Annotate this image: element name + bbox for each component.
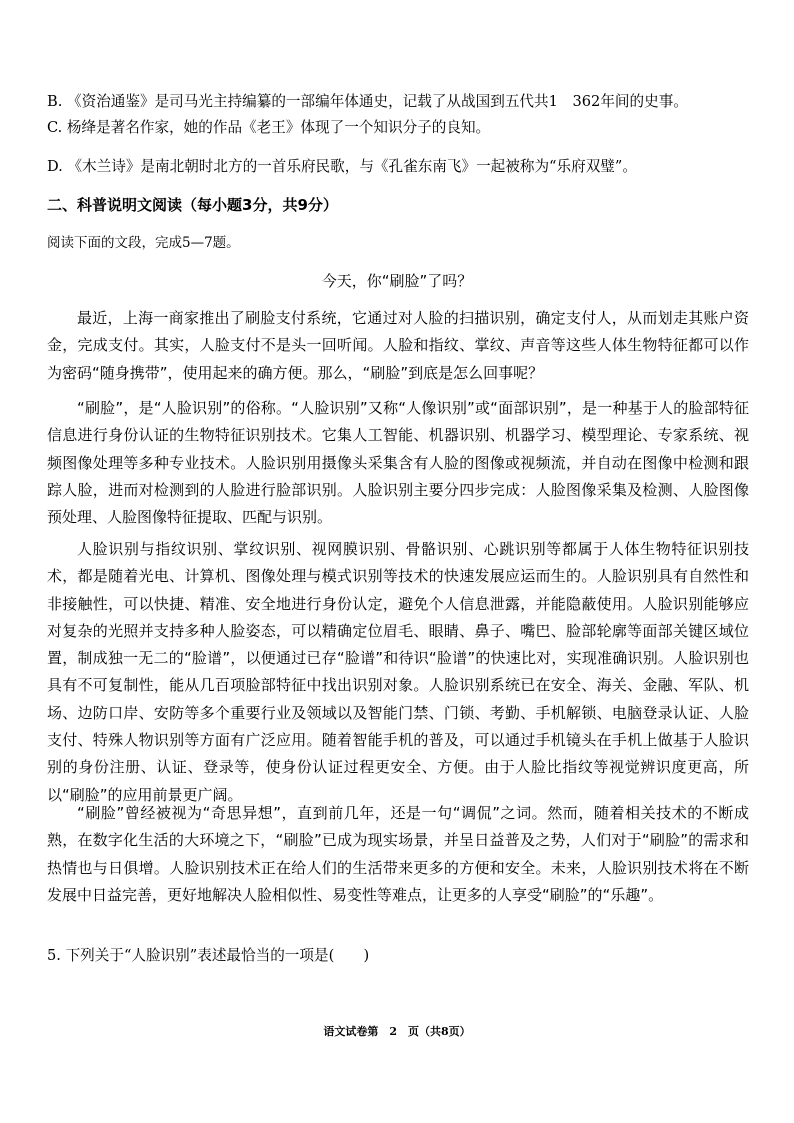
reading-instruction: 阅读下面的文段，完成5—7题。	[47, 235, 240, 251]
option-b: B. 《资治通鉴》是司马光主持编纂的一部编年体通史，记载了从战国到五代共1 362年间的史事。	[47, 93, 688, 110]
article-paragraph: “刷脸”曾经被视为“奇思异想”，直到前几年，还是一句“调侃”之词。然而，随着相关技术的不断成熟，在数字化生活的大环境之下，“刷脸”已成为现实场景，并呈日益普及之势，人们对于“刷脸”的需求和热情也与日俱增。人脸识别技术正在给人们的生活带来更多的方便和安全。未来，人脸识别技术将在不断发展中日益完善，更好地解决人脸相似性、易变性等难点，让更多的人享受“刷脸”的“乐趣”。	[47, 804, 749, 904]
question-5: 5. 下列关于“人脸识别”表述最恰当的一项是( )	[47, 947, 370, 964]
option-d: D. 《木兰诗》是南北朝时北方的一首乐府民歌，与《孔雀东南飞》一起被称为“乐府双璧”。	[47, 158, 637, 175]
article-title: 今天，你“刷脸”了吗？	[321, 272, 473, 290]
section-heading: 二、科普说明文阅读（每小题3分，共9分）	[47, 196, 338, 214]
page-footer: 语文试卷第 2 页（共8页）	[323, 1025, 471, 1038]
article-paragraph: 人脸识别与指纹识别、掌纹识别、视网膜识别、骨骼识别、心跳识别等都属于人体生物特征识别技术，都是随着光电、计算机、图像处理与模式识别等技术的快速发展应运而生的。人脸识别具有自然性和非接触性，可以快捷、精准、安全地进行身份认定，避免个人信息泄露，并能隐蔽使用。人脸识别能够应对复杂的光照并支持多种人脸姿态，可以精确定位眉毛、眼睛、鼻子、嘴巴、脸部轮廓等面部关键区域位置，制成独一无二的“脸谱”，以便通过已存“脸谱”和待识“脸谱”的快速比对，实现准确识别。人脸识别也具有不可复制性，能从几百项脸部特征中找出识别对象。人脸识别系统已在安全、海关、金融、军队、机场、边防口岸、安防等多个重要行业及领域以及智能门禁、门锁、考勤、手机解锁、电脑登录认证、人脸支付、特殊人物识别等方面有广泛应用。随着智能手机的普及，可以通过手机镜头在手机上做基于人脸识别的身份注册、认证、登录等，使身份认证过程更安全、方便。由于人脸比指纹等视觉辨识度更高，所以“刷脸”的应用前景更广阔。	[47, 540, 749, 804]
article-paragraph: “刷脸”，是“人脸识别”的俗称。“人脸识别”又称“人像识别”或“面部识别”，是一种基于人的脸部特征信息进行身份认证的生物特征识别技术。它集人工智能、机器识别、机器学习、模型理论、专家系统、视频图像处理等多种专业技术。人脸识别用摄像头采集含有人脸的图像或视频流，并自动在图像中检测和跟踪人脸，进而对检测到的人脸进行脸部识别。人脸识别主要分四步完成：人脸图像采集及检测、人脸图像预处理、人脸图像特征提取、匹配与识别。	[47, 399, 749, 527]
article-paragraph: 最近，上海一商家推出了刷脸支付系统，它通过对人脸的扫描识别，确定支付人，从而划走其账户资金，完成支付。其实，人脸支付不是头一回听闻。人脸和指纹、掌纹、声音等这些人体生物特征都可以作为密码“随身携带”，使用起来的确方便。那么，“刷脸”到底是怎么回事呢？	[47, 309, 749, 382]
option-c: C. 杨绛是著名作家，她的作品《老王》体现了一个知识分子的良知。	[47, 119, 491, 136]
